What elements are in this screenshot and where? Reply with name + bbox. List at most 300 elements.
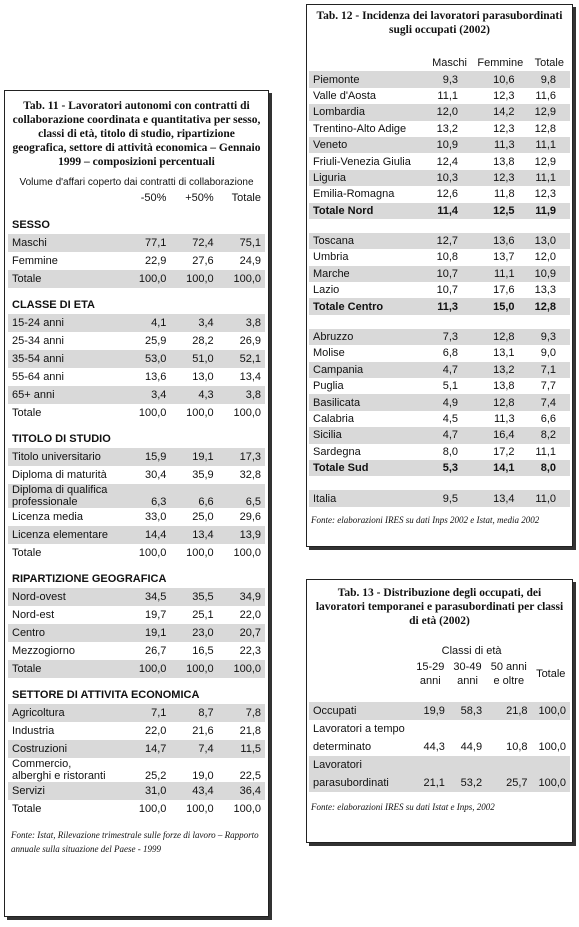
column-header: -50% bbox=[140, 192, 167, 204]
column-header bbox=[449, 660, 486, 688]
row-label: Mezzogiorno bbox=[12, 645, 75, 657]
value-cell: 3,4 bbox=[170, 314, 217, 332]
table-header-row bbox=[309, 55, 570, 71]
row-label-cell bbox=[8, 740, 123, 758]
row-label-cell bbox=[309, 71, 427, 87]
value-cell: 13,2 bbox=[436, 122, 458, 135]
table-row bbox=[8, 252, 265, 270]
value-cell: 10,7 bbox=[436, 284, 458, 297]
row-label: Lombardia bbox=[313, 106, 365, 119]
value-cell: 100,0 bbox=[233, 803, 261, 815]
value-cell: 12,3 bbox=[493, 122, 515, 135]
value-cell: 12,9 bbox=[534, 155, 556, 168]
header-blank bbox=[309, 660, 412, 688]
value-cell: 11,1 bbox=[529, 137, 570, 153]
value-cell: 100,0 bbox=[186, 803, 214, 815]
value-cell: 11,9 bbox=[529, 203, 570, 219]
spacer-row bbox=[8, 422, 265, 430]
row-label-cell bbox=[309, 88, 427, 104]
row-label: Toscana bbox=[313, 235, 354, 248]
row-label: Industria bbox=[12, 725, 55, 737]
value-cell: 16,5 bbox=[192, 645, 214, 657]
row-label: Totale bbox=[12, 407, 42, 419]
value-cell: 100,0 bbox=[170, 270, 217, 288]
section-header-row bbox=[8, 296, 265, 314]
table-row bbox=[309, 170, 570, 186]
row-label: Nord-ovest bbox=[12, 591, 66, 603]
table-row bbox=[309, 411, 570, 427]
value-cell: 11,3 bbox=[493, 413, 515, 425]
value-cell: 12,9 bbox=[529, 104, 570, 120]
row-label-cell bbox=[8, 624, 123, 642]
value-cell: 10,3 bbox=[427, 170, 472, 186]
row-label-cell bbox=[309, 233, 427, 249]
section-header-row bbox=[8, 686, 265, 704]
table-11 bbox=[8, 188, 265, 818]
value-cell: 31,0 bbox=[123, 782, 170, 800]
row-label-cell bbox=[8, 508, 123, 526]
value-cell: 19,0 bbox=[192, 770, 214, 782]
row-label-line2: determinato bbox=[313, 741, 372, 753]
value-cell: 52,1 bbox=[218, 350, 265, 368]
value-cell: 11,3 bbox=[472, 137, 529, 153]
value-cell: 23,0 bbox=[170, 624, 217, 642]
table-13-title: Tab. 13 - Distribuzione degli occupati, dei lavoratori temporanei e parasubordinati per classi di età (2002) bbox=[315, 587, 564, 627]
value-cell: 100,0 bbox=[532, 756, 571, 792]
value-cell: 12,0 bbox=[534, 251, 556, 264]
row-label: Molise bbox=[313, 347, 345, 360]
header-blank bbox=[8, 188, 123, 208]
value-cell: 10,6 bbox=[472, 71, 529, 87]
value-cell: 22,9 bbox=[144, 255, 167, 267]
row-label: Campania bbox=[313, 363, 364, 376]
row-label-cell bbox=[309, 378, 427, 394]
table-row bbox=[8, 800, 265, 818]
row-label: Umbria bbox=[313, 251, 349, 264]
value-cell: 100,0 bbox=[233, 547, 261, 559]
value-cell: 13,7 bbox=[493, 251, 515, 264]
table-11-title: Tab. 11 - Lavoratori autonomi con contratti di collaborazione coordinata e quantitativa per sesso, classi di età, titolo di studio, ripartizione geografica, settore di attività economica – Gennaio 1999 – composizioni percentuali bbox=[12, 100, 261, 168]
value-cell: 17,6 bbox=[493, 284, 515, 297]
value-cell: 6,5 bbox=[218, 484, 265, 508]
section-title: SESSO bbox=[12, 219, 50, 231]
table-row bbox=[309, 345, 570, 361]
table-header-row bbox=[8, 188, 265, 208]
table-row bbox=[309, 249, 570, 265]
table-row bbox=[8, 740, 265, 758]
column-header-line1: 50 anni bbox=[490, 661, 527, 673]
value-cell: 13,8 bbox=[493, 380, 515, 393]
table-13 bbox=[309, 642, 570, 792]
value-cell: 21,1 bbox=[412, 756, 449, 792]
table-row bbox=[8, 234, 265, 252]
row-label: Totale bbox=[12, 663, 42, 675]
value-cell: 5,1 bbox=[442, 380, 458, 393]
row-label: Liguria bbox=[313, 171, 347, 184]
value-cell: 19,1 bbox=[170, 448, 217, 466]
value-cell: 100,0 bbox=[123, 270, 170, 288]
value-cell: 19,1 bbox=[123, 624, 170, 642]
column-header-line1: 30-49 bbox=[453, 661, 482, 673]
value-cell: 22,5 bbox=[239, 770, 261, 782]
value-cell: 7,7 bbox=[540, 380, 556, 393]
row-label-cell bbox=[8, 642, 123, 660]
value-cell: 4,5 bbox=[442, 413, 458, 425]
value-cell: 20,7 bbox=[218, 624, 265, 642]
value-cell: 27,6 bbox=[192, 255, 214, 267]
row-label: Totale Centro bbox=[313, 300, 384, 313]
value-cell: 100,0 bbox=[218, 660, 265, 678]
row-label: Abruzzo bbox=[313, 331, 354, 344]
spacer-row bbox=[309, 219, 570, 233]
table-12-title: Tab. 12 - Incidenza dei lavoratori parasubordinati sugli occupati (2002) bbox=[316, 10, 563, 36]
value-cell: 12,3 bbox=[534, 188, 556, 201]
table-row bbox=[8, 526, 265, 544]
row-label: 55-64 anni bbox=[12, 371, 64, 383]
section-title: RIPARTIZIONE GEOGRAFICA bbox=[12, 573, 167, 585]
table-row bbox=[8, 588, 265, 606]
table-row bbox=[309, 378, 570, 394]
value-cell: 4,7 bbox=[427, 362, 472, 378]
table-row bbox=[8, 404, 265, 422]
value-cell: 44,3 bbox=[423, 741, 445, 753]
header-blank bbox=[309, 642, 412, 660]
row-label: Commercio, bbox=[12, 758, 72, 770]
value-cell: 25,7 bbox=[486, 756, 531, 792]
row-label-cell bbox=[8, 660, 123, 678]
value-cell: 12,8 bbox=[529, 298, 570, 314]
value-cell: 75,1 bbox=[218, 234, 265, 252]
value-cell: 12,0 bbox=[427, 104, 472, 120]
value-cell: 100,0 bbox=[538, 741, 566, 753]
value-cell: 9,3 bbox=[529, 329, 570, 345]
value-cell: 100,0 bbox=[186, 407, 214, 419]
value-cell: 7,1 bbox=[529, 362, 570, 378]
column-header bbox=[412, 660, 449, 688]
table-row bbox=[8, 508, 265, 526]
table-11-subtitle: Volume d'affari coperto dai contratti di collaborazione bbox=[19, 177, 254, 188]
section-title: SETTORE DI ATTIVITA ECONOMICA bbox=[12, 689, 200, 701]
value-cell: 100,0 bbox=[218, 270, 265, 288]
value-cell: 11,1 bbox=[535, 445, 556, 458]
column-header-line1: Totale bbox=[536, 668, 566, 680]
value-cell: 10,8 bbox=[436, 251, 458, 264]
value-cell: 11,3 bbox=[427, 298, 472, 314]
row-label-cell bbox=[8, 234, 123, 252]
column-header: +50% bbox=[185, 192, 214, 204]
value-cell: 17,2 bbox=[493, 445, 515, 458]
value-cell: 10,8 bbox=[506, 741, 528, 753]
table-row bbox=[8, 758, 265, 782]
value-cell: 13,4 bbox=[472, 490, 529, 506]
value-cell: 44,9 bbox=[460, 741, 483, 753]
value-cell: 58,3 bbox=[449, 702, 486, 720]
value-cell: 8,0 bbox=[442, 445, 458, 458]
row-label-cell bbox=[309, 249, 427, 265]
row-label: Valle d'Aosta bbox=[313, 89, 377, 102]
row-label-cell bbox=[309, 121, 427, 137]
value-cell: 28,2 bbox=[192, 335, 214, 347]
spacer-row bbox=[8, 562, 265, 570]
row-label: 65+ anni bbox=[12, 389, 55, 401]
value-cell: 100,0 bbox=[123, 660, 170, 678]
value-cell: 13,2 bbox=[472, 362, 529, 378]
spacer-cell bbox=[309, 476, 570, 490]
value-cell: 11,1 bbox=[472, 266, 529, 282]
table-row bbox=[8, 466, 265, 484]
table-row bbox=[309, 282, 570, 298]
row-label-cell bbox=[8, 484, 123, 508]
value-cell: 100,0 bbox=[233, 407, 261, 419]
row-label-cell bbox=[309, 444, 427, 460]
row-label-cell bbox=[8, 544, 123, 562]
spacer-row bbox=[8, 288, 265, 296]
value-cell: 8,0 bbox=[529, 460, 570, 476]
table-row bbox=[8, 332, 265, 350]
table-row bbox=[309, 233, 570, 249]
row-label: 35-54 anni bbox=[12, 353, 64, 365]
spacer-row bbox=[8, 208, 265, 216]
value-cell: 34,5 bbox=[123, 588, 170, 606]
column-header: Totale bbox=[231, 192, 261, 204]
row-label: Lavoratori bbox=[313, 759, 362, 771]
total-row bbox=[309, 203, 570, 219]
table-row bbox=[8, 314, 265, 332]
row-label: Sicilia bbox=[313, 429, 342, 442]
row-label: Trentino-Alto Adige bbox=[313, 122, 407, 135]
column-header: Femmine bbox=[477, 57, 524, 70]
table-row bbox=[8, 606, 265, 624]
value-cell: 3,4 bbox=[123, 386, 170, 404]
row-label-cell bbox=[309, 186, 427, 202]
table-11-panel bbox=[4, 90, 269, 917]
row-label-cell bbox=[309, 720, 412, 756]
spacer-row bbox=[309, 315, 570, 329]
row-label-cell bbox=[8, 800, 123, 818]
value-cell: 6,6 bbox=[540, 413, 556, 425]
column-header-line2: e oltre bbox=[493, 675, 525, 687]
value-cell: 14,7 bbox=[123, 740, 170, 758]
value-cell: 12,8 bbox=[472, 394, 529, 410]
value-cell: 4,1 bbox=[123, 314, 170, 332]
row-label: Totale bbox=[12, 273, 42, 285]
spacer-cell bbox=[309, 219, 570, 233]
table-row bbox=[8, 448, 265, 466]
row-label-cell bbox=[309, 203, 427, 219]
table-12-source: Fonte: elaborazioni IRES su dati Inps 2002 e Istat, media 2002 bbox=[311, 514, 540, 525]
row-label: Totale bbox=[12, 547, 42, 559]
row-label: Costruzioni bbox=[12, 743, 68, 755]
row-label-cell bbox=[8, 350, 123, 368]
row-label-line2: professionale bbox=[12, 496, 78, 508]
table-row bbox=[309, 153, 570, 169]
table-row bbox=[309, 427, 570, 443]
header-blank bbox=[309, 55, 427, 71]
spacer-row bbox=[309, 688, 570, 702]
value-cell: 100,0 bbox=[532, 702, 571, 720]
value-cell: 15,9 bbox=[123, 448, 170, 466]
row-label-cell bbox=[8, 526, 123, 544]
row-label: Licenza media bbox=[12, 511, 83, 523]
table-row bbox=[309, 362, 570, 378]
value-cell: 11,1 bbox=[437, 89, 458, 102]
value-cell: 5,3 bbox=[427, 460, 472, 476]
value-cell: 7,8 bbox=[218, 704, 265, 722]
value-cell: 4,3 bbox=[170, 386, 217, 404]
value-cell: 13,3 bbox=[534, 284, 556, 297]
table-row bbox=[8, 624, 265, 642]
value-cell: 25,1 bbox=[192, 609, 214, 621]
table-row bbox=[309, 444, 570, 460]
row-label: Calabria bbox=[313, 413, 354, 425]
spacer-cell bbox=[8, 208, 265, 216]
row-label: Totale bbox=[12, 803, 42, 815]
row-label: Servizi bbox=[12, 785, 46, 797]
value-cell: 15,0 bbox=[472, 298, 529, 314]
value-cell: 72,4 bbox=[170, 234, 217, 252]
table-row bbox=[309, 329, 570, 345]
value-cell: 26,9 bbox=[239, 335, 261, 347]
value-cell: 6,6 bbox=[170, 484, 217, 508]
value-cell: 13,0 bbox=[529, 233, 570, 249]
value-cell: 8,7 bbox=[170, 704, 217, 722]
row-label: Friuli-Venezia Giulia bbox=[313, 155, 411, 168]
value-cell: 12,4 bbox=[436, 155, 458, 168]
table-row bbox=[309, 490, 570, 506]
value-cell: 21,8 bbox=[486, 702, 531, 720]
table-row bbox=[309, 756, 570, 792]
row-label-cell bbox=[8, 588, 123, 606]
row-label-cell bbox=[8, 704, 123, 722]
value-cell: 7,1 bbox=[123, 704, 170, 722]
table-row bbox=[309, 186, 570, 202]
row-label-cell bbox=[309, 266, 427, 282]
value-cell: 6,3 bbox=[123, 484, 170, 508]
column-header bbox=[486, 660, 531, 688]
spacer-row bbox=[8, 678, 265, 686]
value-cell: 30,4 bbox=[144, 469, 167, 481]
row-label-cell bbox=[8, 252, 123, 270]
value-cell: 11,4 bbox=[427, 203, 472, 219]
row-label: Totale Sud bbox=[313, 462, 369, 475]
column-header: Totale bbox=[534, 57, 564, 70]
table-row bbox=[8, 386, 265, 404]
table-row bbox=[309, 702, 570, 720]
value-cell: 12,7 bbox=[427, 233, 472, 249]
row-label-cell bbox=[309, 170, 427, 186]
row-label-cell bbox=[309, 345, 427, 361]
value-cell: 24,9 bbox=[239, 255, 261, 267]
row-label-cell bbox=[8, 270, 123, 288]
table-row bbox=[309, 266, 570, 282]
value-cell: 100,0 bbox=[138, 547, 167, 559]
value-cell: 53,0 bbox=[123, 350, 170, 368]
value-cell: 43,4 bbox=[170, 782, 217, 800]
value-cell: 36,4 bbox=[218, 782, 265, 800]
column-header-line2: anni bbox=[419, 675, 441, 687]
table-row bbox=[8, 350, 265, 368]
table-13-panel bbox=[306, 579, 573, 843]
row-label-cell bbox=[8, 448, 123, 466]
row-label-line2: parasubordinati bbox=[313, 777, 389, 789]
value-cell: 53,2 bbox=[449, 756, 486, 792]
column-header: Maschi bbox=[432, 57, 467, 70]
value-cell: 22,0 bbox=[239, 609, 261, 621]
row-label: Licenza elementare bbox=[12, 529, 109, 541]
value-cell: 26,7 bbox=[144, 645, 167, 657]
table-row bbox=[8, 704, 265, 722]
table-row bbox=[8, 642, 265, 660]
value-cell: 11,1 bbox=[529, 170, 570, 186]
row-label: Agricoltura bbox=[12, 707, 65, 719]
row-label-cell bbox=[309, 137, 427, 153]
spacer-row bbox=[309, 476, 570, 490]
value-cell: 11,8 bbox=[493, 188, 515, 201]
value-cell: 10,9 bbox=[427, 137, 472, 153]
section-header-row bbox=[8, 570, 265, 588]
spacer-cell bbox=[309, 688, 570, 702]
value-cell: 12,6 bbox=[436, 188, 458, 201]
row-label-cell bbox=[309, 460, 427, 476]
table-row bbox=[309, 104, 570, 120]
table-header-row bbox=[309, 660, 570, 688]
table-row bbox=[309, 71, 570, 87]
value-cell: 100,0 bbox=[186, 547, 214, 559]
row-label-cell bbox=[8, 332, 123, 350]
row-label-cell bbox=[8, 386, 123, 404]
value-cell: 32,8 bbox=[239, 469, 261, 481]
row-label-cell bbox=[8, 368, 123, 386]
value-cell: 13,9 bbox=[218, 526, 265, 544]
row-label-cell bbox=[309, 282, 427, 298]
value-cell: 19,7 bbox=[144, 609, 167, 621]
table-row bbox=[8, 544, 265, 562]
value-cell: 9,8 bbox=[529, 71, 570, 87]
table-row bbox=[8, 660, 265, 678]
value-cell: 3,8 bbox=[218, 314, 265, 332]
value-cell: 35,5 bbox=[170, 588, 217, 606]
value-cell: 51,0 bbox=[170, 350, 217, 368]
value-cell: 100,0 bbox=[138, 803, 167, 815]
row-label: 25-34 anni bbox=[12, 335, 64, 347]
value-cell: 21,8 bbox=[239, 725, 261, 737]
value-cell: 14,4 bbox=[123, 526, 170, 544]
value-cell: 25,2 bbox=[144, 770, 167, 782]
row-label-cell bbox=[8, 466, 123, 484]
section-header-row bbox=[8, 430, 265, 448]
value-cell: 29,6 bbox=[239, 511, 261, 523]
row-label-cell bbox=[8, 606, 123, 624]
row-label: Puglia bbox=[313, 380, 344, 393]
row-label-cell bbox=[309, 490, 427, 506]
spacer-cell bbox=[8, 678, 265, 686]
row-label: Sardegna bbox=[313, 445, 361, 458]
total-row bbox=[309, 298, 570, 314]
row-label-cell bbox=[8, 314, 123, 332]
row-label: Veneto bbox=[313, 139, 348, 152]
value-cell: 77,1 bbox=[123, 234, 170, 252]
value-cell: 13,1 bbox=[493, 347, 515, 360]
value-cell: 16,4 bbox=[472, 427, 529, 443]
value-cell: 12,8 bbox=[472, 329, 529, 345]
value-cell: 13,6 bbox=[144, 371, 167, 383]
value-cell: 14,1 bbox=[472, 460, 529, 476]
value-cell: 12,8 bbox=[534, 122, 556, 135]
column-header-line2: anni bbox=[457, 675, 478, 687]
row-label: Emilia-Romagna bbox=[313, 188, 395, 201]
column-header-line1: 15-29 bbox=[416, 661, 445, 673]
table-row bbox=[309, 137, 570, 153]
